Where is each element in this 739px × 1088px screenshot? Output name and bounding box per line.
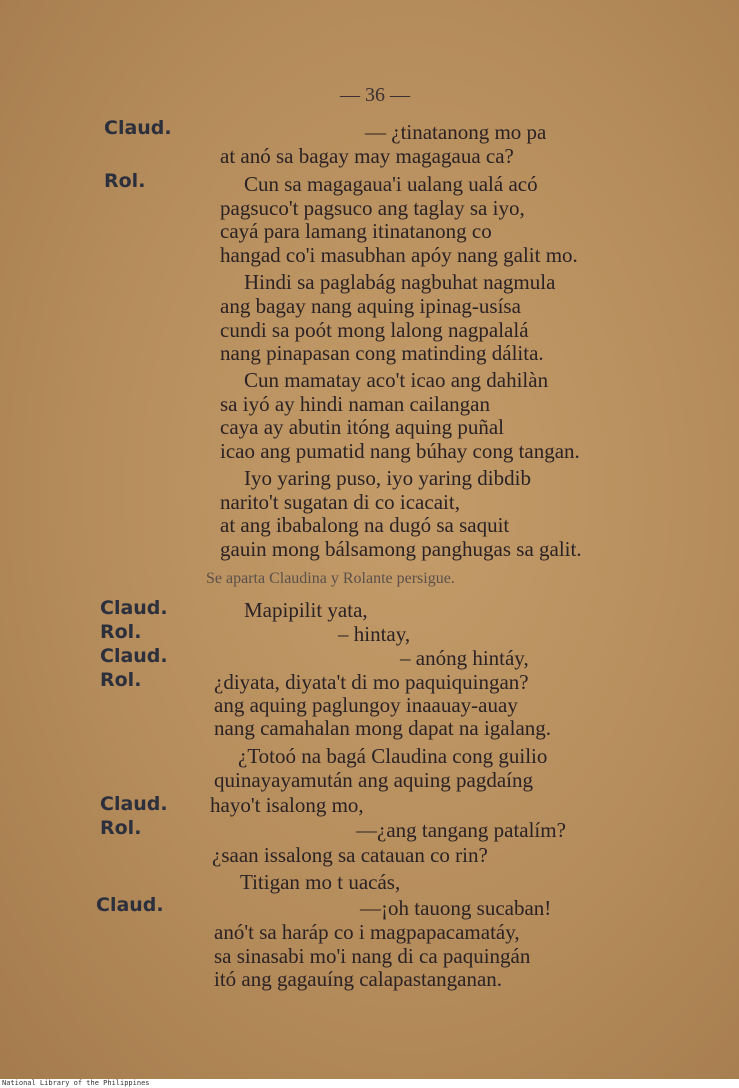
speaker-label: Rol. (100, 817, 142, 839)
verse-line: at anó sa bagay may magagaua ca? (220, 144, 514, 168)
verse-line: nang pinapasan cong matinding dálita. (220, 341, 544, 365)
verse-line: anó't sa haráp co i magpapacamatáy, (214, 920, 520, 944)
verse-line: pagsuco't pagsuco ang taglay sa iyo, (220, 196, 525, 220)
verse-line: caya ay abutin itóng aquing puñal (220, 415, 505, 439)
verse-line: ¿Totoó na bagá Claudina cong guilio (238, 744, 548, 768)
verse-line: cayá para lamang itinatanong co (220, 219, 492, 243)
verse-line: cundi sa poót mong lalong nagpalalá (220, 318, 529, 342)
speaker-label: Claud. (100, 597, 168, 619)
speaker-label: Rol. (104, 170, 146, 192)
verse-line: – hintay, (338, 622, 411, 646)
verse-line: Iyo yaring puso, iyo yaring dibdib (244, 466, 531, 490)
verse-line: Hindi sa paglabág nagbuhat nagmula (244, 270, 556, 294)
verse-line: Mapipilit yata, (244, 598, 368, 622)
verse-line: icao ang pumatid nang búhay cong tangan. (220, 439, 580, 463)
footer-credit: National Library of the Philippines (0, 1079, 739, 1088)
verse-line: gauin mong bálsamong panghugas sa galit. (220, 537, 582, 561)
verse-line: Cun mamatay aco't icao ang dahilàn (244, 368, 549, 392)
verse-line: itó ang gagauíng calapastanganan. (214, 967, 503, 991)
speaker-label: Claud. (100, 645, 168, 667)
verse-line: sa sinasabi mo'i nang di ca paquingán (214, 944, 531, 968)
speaker-label: Claud. (96, 894, 164, 916)
verse-line: ¿diyata, diyata't di mo paquiquingan? (214, 670, 529, 694)
speaker-label: Rol. (100, 669, 142, 691)
verse-line: hangad co'i masubhan apóy nang galit mo. (220, 243, 578, 267)
verse-line: ang bagay nang aquing ipinag-usísa (220, 294, 521, 318)
verse-line: ang aquing paglungoy inaauay-auay (214, 693, 518, 717)
verse-line: at ang ibabalong na dugó sa saquit (220, 513, 510, 537)
stage-direction: Se aparta Claudina y Rolante persigue. (206, 570, 455, 587)
verse-line: —¡oh tauong sucaban! (360, 896, 552, 920)
speaker-label: Rol. (100, 621, 142, 643)
verse-line: —¿ang tangang patalím? (356, 818, 566, 842)
verse-line: nang camahalan mong dapat na igalang. (214, 716, 552, 740)
verse-line: — ¿tinatanong mo pa (365, 120, 547, 144)
verse-line: Titigan mo t uacás, (240, 870, 401, 894)
page-number: — 36 — (340, 84, 410, 106)
verse-line: narito't sugatan di co icacait, (220, 490, 460, 514)
verse-line: – anóng hintáy, (400, 646, 529, 670)
verse-line: ¿saan issalong sa catauan co rin? (212, 843, 488, 867)
verse-line: sa iyó ay hindi naman cailangan (220, 392, 490, 416)
verse-line: hayo't isalong mo, (210, 793, 364, 817)
verse-line: Cun sa magagaua'i ualang ualá acó (244, 172, 538, 196)
speaker-label: Claud. (104, 117, 172, 139)
speaker-label: Claud. (100, 793, 168, 815)
verse-line: quinayayamután ang aquing pagdaíng (214, 768, 533, 792)
